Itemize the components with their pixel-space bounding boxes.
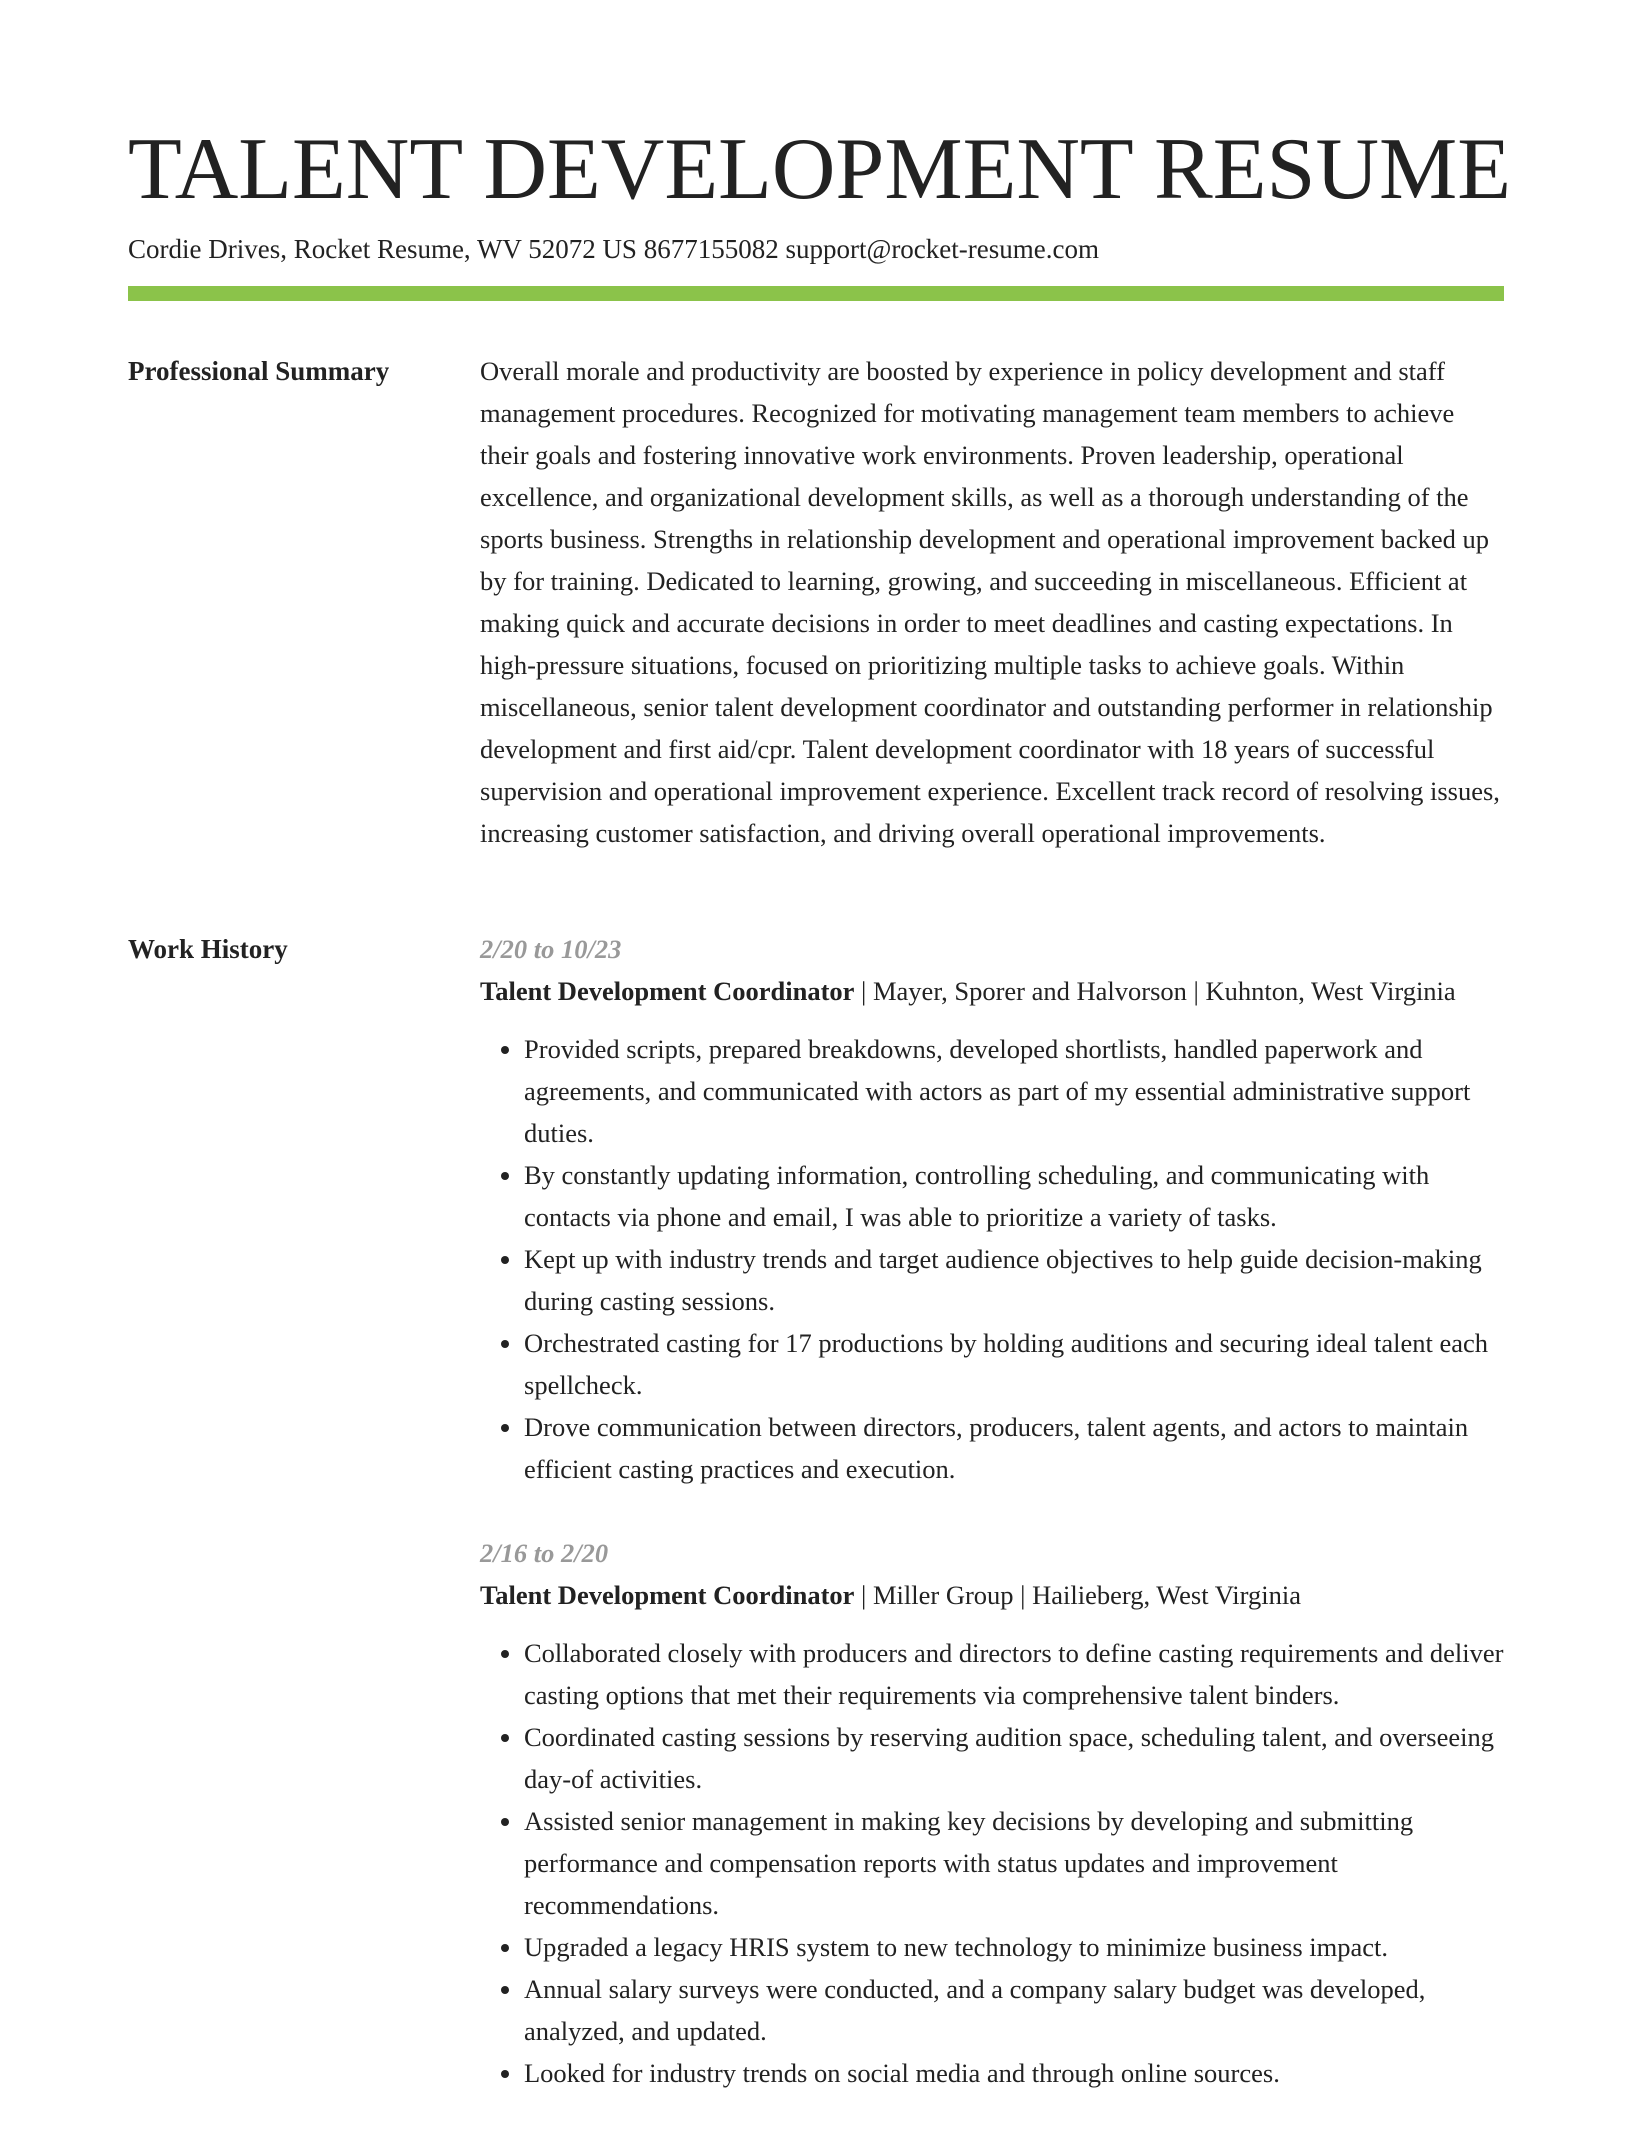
job-bullet: • Assisted senior management in making key decisions by developing and submitting performance and compensation reports with status updates and improvement recommendations. (524, 1800, 1504, 1926)
job-bullets (480, 1028, 1504, 1490)
job-bullet: • Provided scripts, prepared breakdowns, developed shortlists, handled paperwork and agreements, and communicated with actors as part of my essential administrative support duties. (524, 1028, 1504, 1154)
resume-title: TALENT DEVELOPMENT RESUME (128, 121, 1511, 218)
job-title: Talent Development Coordinator (480, 1580, 855, 1610)
job-bullet: • Annual salary surveys were conducted, and a company salary budget was developed, analyzed, and updated. (524, 1968, 1504, 2052)
job-bullet: • Coordinated casting sessions by reserving audition space, scheduling talent, and overseeing day-of activities. (524, 1716, 1504, 1800)
work-history-heading: Work History (128, 934, 288, 964)
job-title: Talent Development Coordinator (480, 976, 855, 1006)
job-heading (480, 970, 1504, 1012)
summary-heading: Professional Summary (128, 356, 390, 386)
contact-line: Cordie Drives, Rocket Resume, WV 52072 US 8677155082 support@rocket-resume.com (128, 234, 1099, 264)
job-bullet: • Kept up with industry trends and target audience objectives to help guide decision-making during casting sessions. (524, 1238, 1504, 1322)
job-entry (480, 928, 1504, 1490)
job-dates: 2/16 to 2/20 (480, 1538, 609, 1568)
job-bullets (480, 1632, 1504, 2094)
job-dates: 2/20 to 10/23 (480, 934, 622, 964)
job-heading (480, 1574, 1504, 1616)
header-divider (128, 286, 1504, 301)
job-bullet: • Collaborated closely with producers and directors to define casting requirements and deliver casting options that met their requirements via comprehensive talent binders. (524, 1632, 1504, 1716)
job-bullet: • Looked for industry trends on social media and through online sources. (524, 2052, 1504, 2094)
job-entry (480, 1532, 1504, 2094)
job-bullet: • Drove communication between directors, producers, talent agents, and actors to maintain efficient casting practices and execution. (524, 1406, 1504, 1490)
job-employer-location: | Mayer, Sporer and Halvorson | Kuhnton, West Virginia (854, 976, 1456, 1006)
summary-body (480, 350, 1504, 854)
job-bullet: • Orchestrated casting for 17 productions by holding auditions and securing ideal talent each spellcheck. (524, 1322, 1504, 1406)
job-employer-location: | Miller Group | Hailieberg, West Virginia (854, 1580, 1301, 1610)
work-history-body (480, 928, 1504, 2136)
job-bullet: • Upgraded a legacy HRIS system to new technology to minimize business impact. (524, 1926, 1504, 1968)
summary-text: Overall morale and productivity are boosted by experience in policy development and staff management procedures. Recognized for motivating management team members to achieve their goals and fostering innovative work environments. Proven leadership, operational excellence, and organizational development skills, as well as a thorough understanding of the sports business. Strengths in relationship development and operational improvement backed up by for training. Dedicated to learning, growing, and succeeding in miscellaneous. Efficient at making quick and accurate decisions in order to meet deadlines and casting expectations. In high-pressure situations, focused on prioritizing multiple tasks to achieve goals. Within miscellaneous, senior talent development coordinator and outstanding performer in relationship development and first aid/cpr. Talent development coordinator with 18 years of successful supervision and operational improvement experience. Excellent track record of resolving issues, increasing customer satisfaction, and driving overall operational improvements. (480, 356, 1500, 848)
job-bullet: • By constantly updating information, controlling scheduling, and communicating with contacts via phone and email, I was able to prioritize a variety of tasks. (524, 1154, 1504, 1238)
